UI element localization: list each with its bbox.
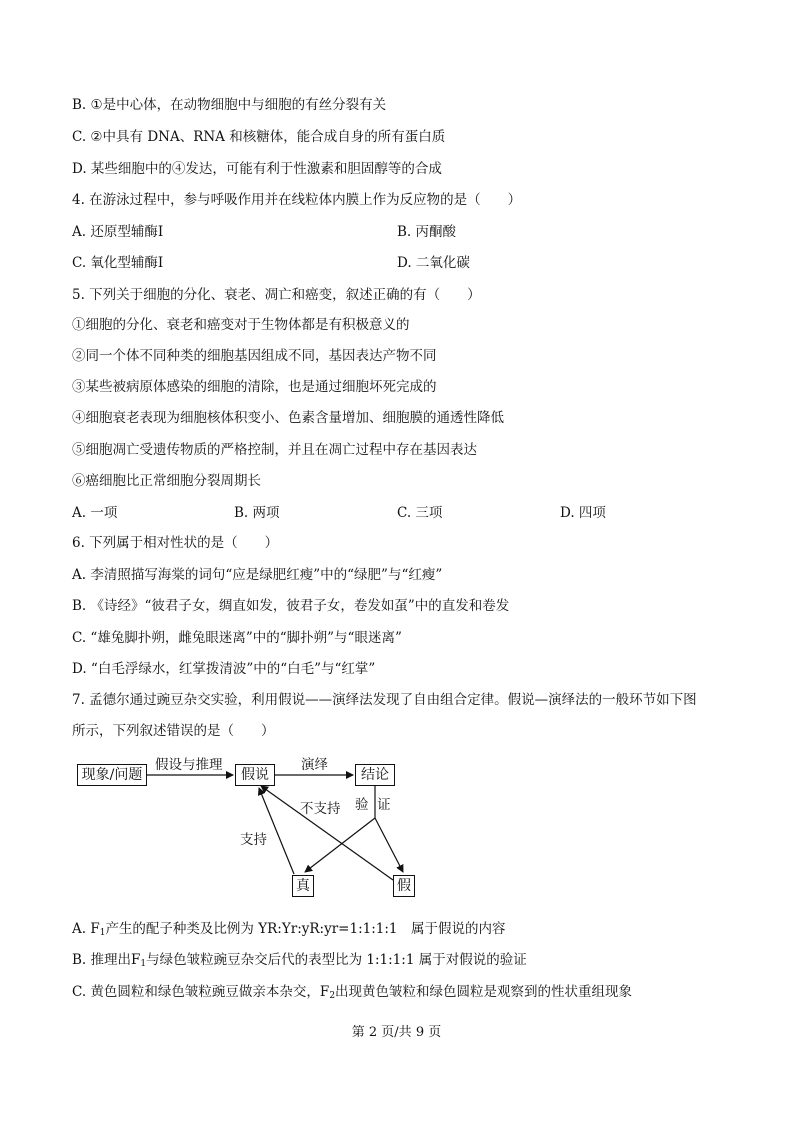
q7-option-c: C. 黄色圆粒和绿色皱粒豌豆做亲本杂交，$F_2$出现黄色皱粒和绿色圆粒是观察到的性状重组现象 (72, 984, 633, 1001)
q7-stem-line-1: 7. 孟德尔通过豌豆杂交实验，利用假说——演绎法发现了自由组合定律。假说—演绎法的一般环节如下图 (72, 692, 697, 708)
q4-option-d: D. 二氧化碳 (397, 255, 470, 271)
box-false: 假 (393, 875, 415, 897)
q5-option-c: C. 三项 (397, 505, 443, 521)
box-true: 真 (292, 875, 314, 897)
q3-option-c: C. ②中具有 DNA、RNA 和核糖体，能合成自身的所有蛋白质 (72, 129, 446, 145)
box-hypothesis: 假说 (235, 764, 275, 786)
q4-stem: 4. 在游泳过程中，参与呼吸作用并在线粒体内膜上作为反应物的是（ ） (72, 192, 522, 208)
q5-item-4: ④细胞衰老表现为细胞核体积变小、色素含量增加、细胞膜的通透性降低 (72, 410, 504, 426)
q5-item-1: ①细胞的分化、衰老和癌变对于生物体都是有积极意义的 (72, 317, 410, 333)
arrow-conclusion-to-true (305, 818, 375, 872)
page-footer: 第 2 页/共 9 页 (351, 1025, 442, 1040)
q7-stem-line-2: 所示，下列叙述错误的是（ ） (72, 723, 275, 739)
q6-option-c: C. “雄兔脚扑朔，雌兔眼迷离”中的“脚扑朔”与“眼迷离” (72, 630, 402, 646)
q3-option-b: B. ①是中心体，在动物细胞中与细胞的有丝分裂有关 (72, 97, 387, 113)
label-support: 支持 (240, 832, 267, 848)
q4-option-c: C. 氧化型辅酶Ⅰ (72, 255, 164, 271)
label-verification: 验 证 (355, 797, 391, 813)
q7-option-a: A. $F_1$产生的配子种类及比例为 YR:Yr:yR:yr=1:1:1:1 属于假说的内容 (72, 921, 506, 938)
q5-option-b: B. 两项 (234, 505, 280, 521)
q4-option-a: A. 还原型辅酶Ⅰ (72, 224, 164, 240)
label-hypothesis-reasoning: 假设与推理 (155, 757, 223, 773)
q6-stem: 6. 下列属于相对性状的是（ ） (72, 535, 279, 551)
q3-option-d: D. 某些细胞中的④发达，可能有利于性激素和胆固醇等的合成 (72, 161, 442, 177)
label-deduction: 演绎 (301, 757, 328, 773)
q6-option-a: A. 李清照描写海棠的词句“应是绿肥红瘦”中的“绿肥”与“红瘦” (72, 567, 443, 583)
q7-option-b: B. 推理出$F_1$与绿色皱粒豌豆杂交后代的表型比为 1:1:1:1 属于对假说的验证 (72, 952, 527, 969)
q5-item-5: ⑤细胞凋亡受遗传物质的严格控制，并且在凋亡过程中存在基因表达 (72, 442, 477, 458)
q5-item-2: ②同一个体不同种类的细胞基因组成不同，基因表达产物不同 (72, 348, 437, 364)
box-phenomenon: 现象/问题 (77, 764, 147, 786)
q6-option-d: D. “白毛浮绿水，红掌拨清波”中的“白毛”与“红掌” (72, 661, 376, 677)
q6-option-b: B. 《诗经》“彼君子女，绸直如发，彼君子女，卷发如虿”中的直发和卷发 (72, 598, 510, 614)
arrow-conclusion-to-false (375, 818, 403, 872)
label-not-support: 不支持 (300, 801, 341, 817)
box-conclusion: 结论 (355, 764, 395, 786)
q5-stem: 5. 下列关于细胞的分化、衰老、凋亡和癌变，叙述正确的有（ ） (72, 287, 481, 303)
q5-option-d: D. 四项 (560, 505, 606, 521)
q5-item-3: ③某些被病原体感染的细胞的清除，也是通过细胞坏死完成的 (72, 379, 437, 395)
q5-item-6: ⑥癌细胞比正常细胞分裂周期长 (72, 473, 261, 489)
q5-option-a: A. 一项 (72, 505, 118, 521)
q4-option-b: B. 丙酮酸 (397, 224, 457, 240)
